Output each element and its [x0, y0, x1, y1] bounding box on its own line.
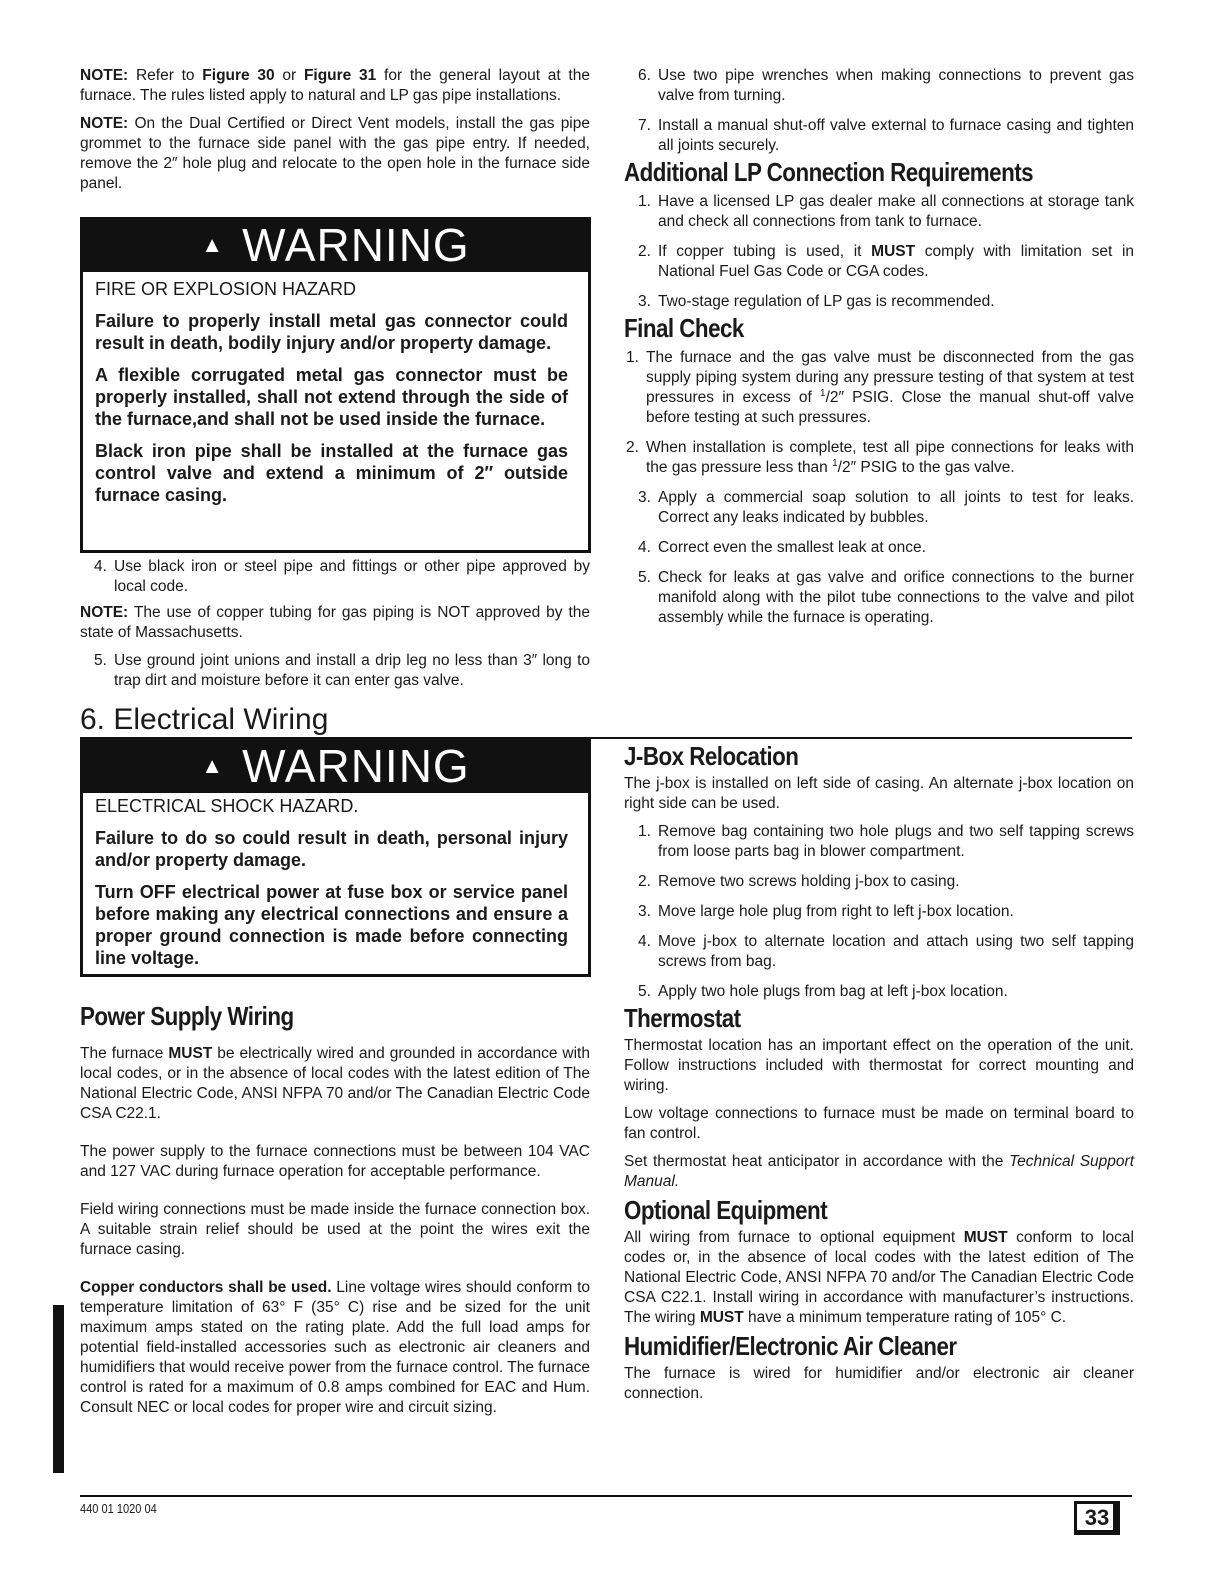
warning-text: Black iron pipe shall be installed at the furnace gas control valve and extend a minimum of 2″ outside furnace casing.: [95, 441, 568, 505]
power-paragraph: The power supply to the furnace connections must be between 104 VAC and 127 VAC during furnace operation for acceptable performance.: [80, 1143, 590, 1180]
hazard-title: FIRE OR EXPLOSION HAZARD: [95, 279, 357, 299]
list-item: 1. The furnace and the gas valve must be disconnected from the gas supply piping system during any pressure testing of that system at test pressures in excess of $^1$/2″ PSIG. Close the manual shut-off valve before testing at such pressures.: [626, 349, 1134, 426]
warning-banner: ▲ WARNING: [83, 220, 588, 272]
lp-heading: Additional LP Connection Requirements: [624, 157, 1034, 187]
thermostat-paragraph: Low voltage connections to furnace must be made on terminal board to fan control.: [624, 1105, 1134, 1142]
document-number: 440 01 1020 04: [80, 1501, 157, 1516]
list-item: 1. Have a licensed LP gas dealer make all connections at storage tank and check all connections from tank to furnace.: [638, 193, 1134, 230]
change-bar: [53, 1305, 64, 1473]
list-item: 5. Apply two hole plugs from bag at left j-box location.: [638, 983, 1008, 1000]
list-item: 5. Use ground joint unions and install a drip leg no less than 3″ long to trap dirt and moisture before it can enter gas valve.: [94, 652, 590, 689]
list-item: 4. Use black iron or steel pipe and fittings or other pipe approved by local code.: [94, 558, 590, 595]
page-number: 33: [1074, 1501, 1120, 1535]
final-check-heading: Final Check: [624, 313, 744, 343]
list-item: 1. Remove bag containing two hole plugs and two self tapping screws from loose parts bag in blower compartment.: [638, 823, 1134, 860]
list-item: 7. Install a manual shut-off valve external to furnace casing and tighten all joints securely.: [638, 117, 1134, 154]
hazard-title: ELECTRICAL SHOCK HAZARD.: [95, 796, 359, 816]
warning-triangle-icon: ▲: [201, 231, 225, 257]
right-lower: [624, 741, 1134, 1412]
right-top: [624, 66, 1134, 638]
list-item: 2. When installation is complete, test all pipe connections for leaks with the gas pressure less than $^1$/2″ PSIG to the gas valve.: [626, 439, 1134, 476]
electrical-warning-box: [80, 738, 591, 977]
list-item: 2. If copper tubing is used, it MUST comply with limitation set in National Fuel Gas Code or CGA codes.: [638, 243, 1135, 280]
fire-warning-box: [80, 217, 591, 553]
power-paragraph: The furnace MUST be electrically wired and grounded in accordance with local codes, or in the absence of local codes with the latest edition of The National Electric Code, ANSI NFPA 70 and/or The Canadian Electric Code CSA C22.1.: [80, 1045, 590, 1122]
note-copper: NOTE: The use of copper tubing for gas piping is NOT approved by the state of Massachusetts.: [80, 604, 590, 641]
thermostat-paragraph: Set thermostat heat anticipator in accordance with the Technical Support Manual.: [624, 1153, 1134, 1190]
footer-rule: [80, 1495, 1132, 1497]
humidifier-heading: Humidifier/Electronic Air Cleaner: [624, 1331, 957, 1361]
jbox-intro: The j-box is installed on left side of casing. An alternate j-box location on right side can be used.: [624, 775, 1134, 812]
jbox-heading: J-Box Relocation: [624, 741, 799, 771]
warning-text: Failure to do so could result in death, personal injury and/or property damage.: [95, 828, 568, 870]
list-item: 5. Check for leaks at gas valve and orifice connections to the burner manifold along with the pilot tube connections to the valve and pilot assembly while the furnace is operating.: [638, 569, 1134, 626]
thermostat-heading: Thermostat: [624, 1003, 741, 1033]
warning-text: A flexible corrugated metal gas connector must be properly installed, shall not extend through the side of the furnace,and shall not be used inside the furnace.: [95, 365, 568, 429]
list-item: 4. Correct even the smallest leak at once.: [638, 539, 926, 556]
warning-text: Failure to properly install metal gas connector could result in death, bodily injury and/or property damage.: [95, 311, 568, 353]
power-paragraph: Copper conductors shall be used. Line voltage wires should conform to temperature limitation of 63° F (35° C) rise and be sized for the unit maximum amps stated on the rating plate. Add the full load amps for potential field-installed accessories such as electronic air cleaners and humidifiers that would receive power from the furnace control. The furnace control is rated for a maximum of 0.8 amps combined for EAC and Hum. Consult NEC or local codes for proper wire and circuit sizing.: [80, 1279, 591, 1416]
note-layout: NOTE: Refer to Figure 30 or Figure 31 for the general layout at the furnace. The rules listed apply to natural and LP gas pipe installations.: [80, 67, 590, 104]
list-item: 3. Two-stage regulation of LP gas is recommended.: [638, 293, 995, 310]
section-title: 6. Electrical Wiring: [80, 703, 1132, 739]
list-item: 3. Apply a commercial soap solution to all joints to test for leaks. Correct any leaks indicated by bubbles.: [638, 489, 1134, 526]
power-heading: Power Supply Wiring: [80, 1001, 294, 1031]
left-top-notes: [80, 66, 590, 202]
optional-heading: Optional Equipment: [624, 1195, 828, 1225]
left-gas-list: [80, 557, 590, 701]
thermostat-paragraph: Thermostat location has an important effect on the operation of the unit. Follow instructions included with thermostat for correct mounting and wiring.: [624, 1037, 1134, 1094]
humidifier-paragraph: The furnace is wired for humidifier and/or electronic air cleaner connection.: [624, 1365, 1134, 1402]
list-item: 3. Move large hole plug from right to left j-box location.: [638, 903, 1014, 920]
warning-text: Turn OFF electrical power at fuse box or service panel before making any electrical connections and ensure a proper ground connection is made before connecting line voltage.: [95, 882, 568, 968]
power-paragraph: Field wiring connections must be made inside the furnace connection box. A suitable strain relief should be used at the point the wires exit the furnace casing.: [80, 1201, 590, 1258]
power-supply-section: [80, 1001, 591, 1426]
list-item: 6. Use two pipe wrenches when making connections to prevent gas valve from turning.: [638, 67, 1134, 104]
list-item: 2. Remove two screws holding j-box to casing.: [638, 873, 960, 890]
warning-triangle-icon: ▲: [201, 752, 225, 778]
warning-banner: ▲ WARNING: [83, 741, 588, 793]
optional-paragraph: All wiring from furnace to optional equipment MUST conform to local codes or, in the absence of local codes with the latest edition of The National Electric Code, ANSI NFPA 70 and/or The Canadian Electric Code CSA C22.1. Install wiring in accordance with manufacturer’s instructions. The wiring MUST have a minimum temperature rating of 105° C.: [624, 1229, 1134, 1326]
note-grommet: NOTE: On the Dual Certified or Direct Vent models, install the gas pipe grommet to the furnace side panel with the gas pipe entry. If needed, remove the 2″ hole plug and relocate to the open hole in the furnace side panel.: [80, 115, 590, 192]
list-item: 4. Move j-box to alternate location and attach using two self tapping screws from bag.: [638, 933, 1134, 970]
